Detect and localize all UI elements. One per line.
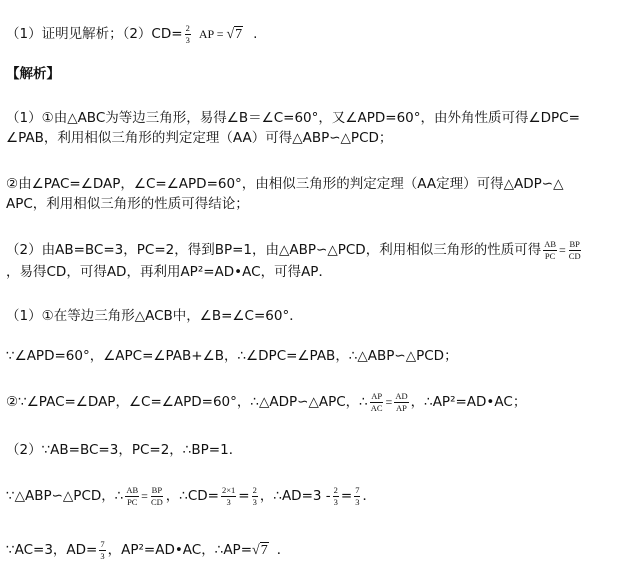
- ratio-ab-pc: $\frac{AB}{PC}$: [544, 239, 557, 261]
- solution-line-3: ②∵∠PAC=∠DAP，∠C=∠APD=60°，∴△ADP∽△APC，∴ $\frac{AP}{AC}$ = $\frac{AD}{AP}$ ，∴AP²=AD•AC；: [6, 391, 527, 413]
- answer-line: （1）证明见解析；（2）CD= $\frac{2}{3}$ AP = √7 .: [6, 23, 258, 45]
- ap-result-sqrt: √7: [252, 543, 268, 558]
- analysis-line-3a: （2）由AB=BC=3，PC=2，得到BP=1，由△ABP∽△PCD，利用相似三角形的性质可得 $\frac{AB}{PC}$ = $\frac{BP}{CD}$: [6, 239, 581, 261]
- section-header: 【解析】: [6, 66, 60, 82]
- analysis-line-2b: APC，利用相似三角形的性质可得结论；: [6, 196, 249, 212]
- analysis-line-3b: ，易得CD，可得AD，再利用AP²=AD•AC，可得AP．: [6, 264, 332, 280]
- solution-line-6: ∵AC=3，AD= $\frac{7}{3}$ ，AP²=AD•AC，∴AP=√7 ．: [6, 539, 291, 561]
- ad-sub-fraction: $\frac{2}{3}$: [333, 485, 338, 507]
- ratio-ad-ap: $\frac{AD}{AP}$: [395, 391, 408, 413]
- analysis-line-1a: （1）①由△ABC为等边三角形，易得∠B＝∠C=60°，又∠APD=60°，由外角性质可得∠DPC=: [6, 110, 580, 126]
- analysis-line-1b: ∠PAB，利用相似三角形的判定定理（AA）可得△ABP∽△PCD；: [6, 130, 393, 146]
- ad-value-fraction: $\frac{7}{3}$: [355, 485, 360, 507]
- solution-line-1: （1）①在等边三角形△ACB中，∠B=∠C=60°．: [6, 308, 303, 324]
- solution-line-4: （2）∵AB=BC=3，PC=2，∴BP=1．: [6, 442, 243, 458]
- ratio-bp-cd: $\frac{BP}{CD}$: [568, 239, 581, 261]
- ratio-ab-pc-2: $\frac{AB}{PC}$: [126, 485, 139, 507]
- cd-value-fraction: $\frac{2}{3}$: [252, 485, 257, 507]
- ratio-bp-cd-2: $\frac{BP}{CD}$: [150, 485, 163, 507]
- ratio-ap-ac: $\frac{AP}{AC}$: [370, 391, 383, 413]
- ad-fraction: $\frac{7}{3}$: [100, 539, 105, 561]
- ap-sqrt: √7: [226, 27, 243, 42]
- solution-line-5: ∵△ABP∽△PCD，∴ $\frac{AB}{PC}$ = $\frac{BP}{CD}$ ，∴CD= $\frac{2\times 1}{3}$ = $\frac{2}{3}$ ，∴AD=3 - $\frac{2}{3}$ = $\frac{7}{3}$ ．: [6, 485, 376, 507]
- ap-label: AP =: [198, 27, 227, 41]
- cd-calc-fraction: $\frac{2\times 1}{3}$: [222, 485, 236, 507]
- answer-part1: （1）证明见解析；（2）CD=: [6, 26, 183, 42]
- solution-line-2: ∵∠APD=60°，∠APC=∠PAB+∠B，∴∠DPC=∠PAB，∴△ABP∽△PCD；: [6, 348, 458, 364]
- cd-fraction: $\frac{2}{3}$: [185, 23, 190, 45]
- analysis-line-2a: ②由∠PAC=∠DAP，∠C=∠APD=60°，由相似三角形的判定定理（AA定理）可得△ADP∽△: [6, 176, 564, 192]
